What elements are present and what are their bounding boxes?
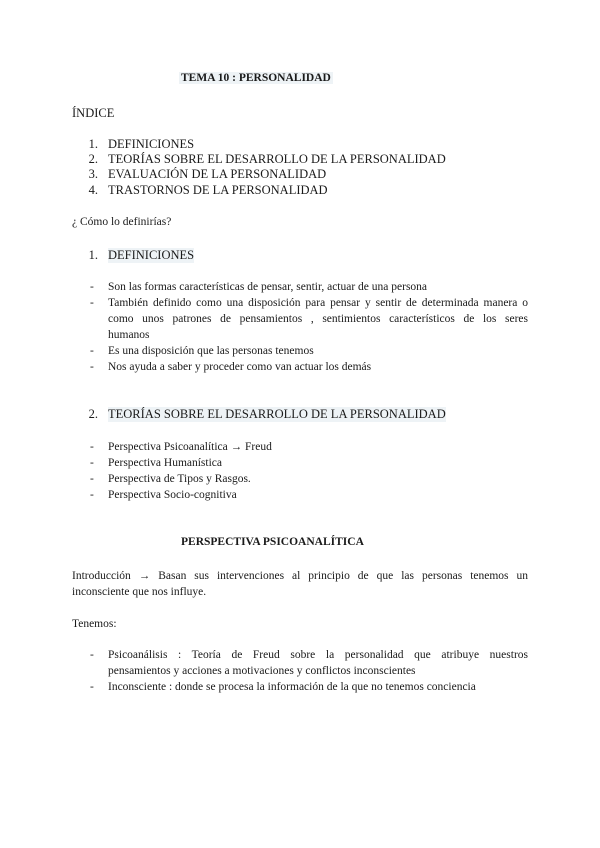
intro-paragraph: Introducción → Basan sus intervenciones al principio de que las personas tenemos un: [72, 570, 528, 582]
index-item-definiciones: DEFINICIONES: [108, 137, 195, 151]
index-item-evaluacion: EVALUACIÓN DE LA PERSONALIDAD: [108, 167, 327, 181]
bullet-dash: -: [90, 361, 94, 373]
bullet-dash: -: [90, 281, 94, 293]
bullet-dash: -: [90, 297, 94, 309]
section1-heading: DEFINICIONES: [108, 248, 195, 262]
bullet-dash: -: [90, 649, 94, 661]
psico-heading: PERSPECTIVA PSICOANALÍTICA: [181, 536, 364, 548]
list-item: Psicoanálisis : Teoría de Freud sobre la personalidad que atribuye nuestros: [108, 649, 528, 661]
bullet-dash: -: [90, 345, 94, 357]
list-item: Es una disposición que las personas tenemos: [108, 345, 314, 357]
index-item-trastornos: TRASTORNOS DE LA PERSONALIDAD: [108, 183, 328, 197]
index-item-teorias: TEORÍAS SOBRE EL DESARROLLO DE LA PERSONALIDAD: [108, 152, 446, 166]
intro-paragraph-continued: inconsciente que nos influye.: [72, 586, 207, 598]
list-item-continued: pensamientos y acciones a motivaciones y conflictos inconscientes: [108, 665, 416, 677]
list-item: Inconsciente : donde se procesa la información de la que no tenemos conciencia: [108, 681, 476, 693]
bullet-dash: -: [90, 457, 94, 469]
list-item: Son las formas características de pensar, sentir, actuar de una persona: [108, 281, 428, 293]
bullet-dash: -: [90, 473, 94, 485]
list-item: Perspectiva de Tipos y Rasgos.: [108, 473, 251, 485]
tenemos-label: Tenemos:: [72, 618, 117, 630]
section2-heading: TEORÍAS SOBRE EL DESARROLLO DE LA PERSONALIDAD: [108, 407, 446, 421]
index-number: 2.: [88, 152, 98, 166]
index-number: 4.: [88, 183, 98, 197]
list-item: Nos ayuda a saber y proceder como van actuar los demás: [108, 361, 372, 373]
index-number: 3.: [88, 167, 98, 181]
list-item-continued: como unos patrones de pensamientos , sentimientos característicos de los seres: [108, 313, 528, 325]
page-title: TEMA 10 : PERSONALIDAD: [181, 72, 331, 84]
section1-number: 1.: [88, 248, 98, 262]
list-item: Perspectiva Socio-cognitiva: [108, 489, 237, 501]
bullet-dash: -: [90, 489, 94, 501]
bullet-dash: -: [90, 681, 94, 693]
index-number: 1.: [88, 137, 98, 151]
list-item: Perspectiva Humanística: [108, 457, 223, 469]
bullet-dash: -: [90, 441, 94, 453]
list-item: Perspectiva Psicoanalítica → Freud: [108, 441, 272, 453]
index-heading: ÍNDICE: [72, 106, 115, 120]
list-item: También definido como una disposición para pensar y sentir de determinada manera o: [108, 297, 528, 309]
question-text: ¿ Cómo lo definirías?: [72, 216, 172, 228]
list-item-continued: humanos: [108, 329, 150, 341]
section2-number: 2.: [88, 407, 98, 421]
